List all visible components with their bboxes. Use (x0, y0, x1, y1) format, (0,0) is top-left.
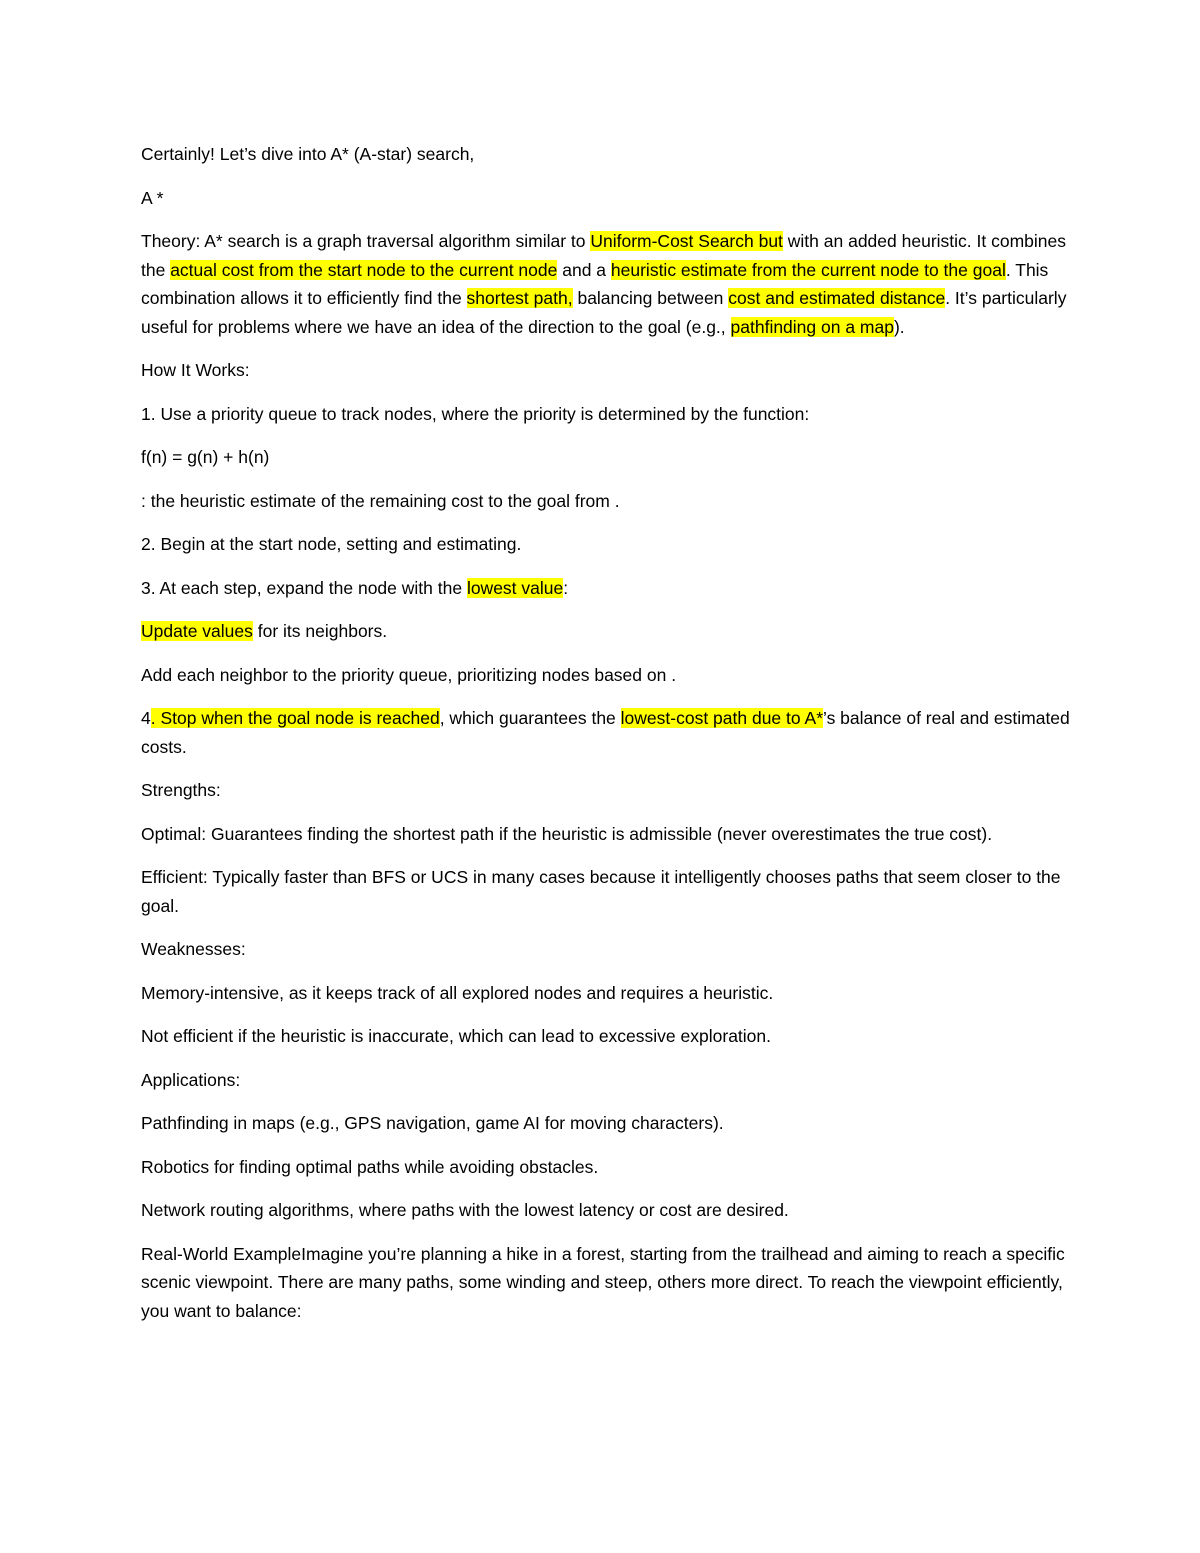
paragraph (141, 935, 1071, 964)
text-run: How It Works: (141, 360, 250, 380)
text-run: with an added heuristic. It combines the (141, 231, 1066, 280)
text-run: Pathfinding in maps (e.g., GPS navigation, game AI for moving characters). (141, 1113, 724, 1133)
paragraph (141, 661, 1071, 690)
paragraph (141, 1240, 1071, 1326)
text-run: Certainly! Let’s dive into A* (A-star) search, (141, 144, 475, 164)
text-run: 2. Begin at the start node, setting and estimating. (141, 534, 522, 554)
text-run: Strengths: (141, 780, 221, 800)
text-run: Optimal: Guarantees finding the shortest path if the heuristic is admissible (never overestimates the true cost). (141, 823, 993, 844)
text-run: : the heuristic estimate of the remaining cost to the goal from . (141, 490, 620, 511)
paragraph (141, 530, 1071, 559)
text-run: Robotics for finding optimal paths while avoiding obstacles. (141, 1156, 599, 1177)
highlighted-text: actual cost from the start node to the current node (170, 259, 558, 280)
paragraph (141, 704, 1071, 761)
highlighted-text: lowest-cost path due to A* (620, 708, 823, 728)
text-run: 1. Use a priority queue to track nodes, where the priority is determined by the function: (141, 403, 810, 424)
text-run: Theory: A* search is a graph traversal algorithm similar to (141, 231, 591, 251)
text-run: ’s balance of real and estimated costs. (141, 708, 1070, 757)
text-run: Add each neighbor to the priority queue, prioritizing nodes based on . (141, 664, 677, 685)
highlighted-text: shortest path, (466, 288, 573, 308)
paragraph (141, 1196, 1071, 1225)
text-run: for its neighbors. (252, 621, 388, 641)
highlighted-text: Uniform-Cost Search but (590, 231, 783, 251)
text-run: 3. At each step, expand the node with the (141, 577, 467, 598)
text-run: Real-World ExampleImagine you’re planning a hike in a forest, starting from the trailhead and aiming to reach a specific scenic viewpoint. There are many paths, some winding and steep, others more direct. To reach the viewpoint efficiently, you want to balance: (141, 1243, 1065, 1321)
paragraph (141, 487, 1071, 516)
text-run: : (563, 577, 569, 598)
paragraph (141, 184, 1071, 213)
text-run: Network routing algorithms, where paths with the lowest latency or cost are desired. (141, 1200, 789, 1220)
text-run: Not efficient if the heuristic is inaccurate, which can lead to excessive exploration. (141, 1026, 771, 1046)
highlighted-text: pathfinding on a map (730, 316, 894, 337)
text-run: Memory-intensive, as it keeps track of all explored nodes and requires a heuristic. (141, 982, 774, 1003)
paragraph (141, 863, 1071, 920)
text-run: ). (893, 316, 905, 337)
highlighted-text: heuristic estimate from the current node to the goal (610, 259, 1006, 280)
paragraph (141, 1109, 1071, 1138)
paragraph (141, 1066, 1071, 1095)
paragraph (141, 1153, 1071, 1182)
text-run: Applications: (141, 1069, 241, 1090)
paragraph (141, 227, 1071, 341)
paragraph (141, 776, 1071, 805)
highlighted-text: Update values (141, 621, 253, 641)
highlighted-text: lowest value (466, 577, 564, 598)
highlighted-text: . Stop when the goal node is reached (150, 708, 440, 728)
paragraph (141, 443, 1071, 472)
text-run: Efficient: Typically faster than BFS or UCS in many cases because it intelligently chooses paths that seem closer to the goal. (141, 867, 1061, 916)
text-run: f(n) = g(n) + h(n) (141, 447, 270, 467)
document-body (141, 140, 1071, 1340)
paragraph (141, 356, 1071, 385)
text-run: , which guarantees the (439, 708, 621, 728)
paragraph (141, 820, 1071, 849)
paragraph (141, 574, 1071, 603)
text-run: 4 (141, 708, 151, 728)
highlighted-text: cost and estimated distance (728, 288, 946, 308)
paragraph (141, 617, 1071, 646)
paragraph (141, 140, 1071, 169)
text-run: A * (141, 187, 164, 208)
text-run: . It’s particularly useful for problems where we have an idea of the direction to the goal (e.g., (141, 288, 1067, 337)
paragraph (141, 979, 1071, 1008)
text-run: balancing between (572, 288, 729, 308)
paragraph (141, 1022, 1071, 1051)
text-run: and a (557, 259, 611, 280)
paragraph (141, 400, 1071, 429)
text-run: . This combination allows it to efficiently find the (141, 259, 1049, 308)
text-run: Weaknesses: (141, 939, 246, 959)
